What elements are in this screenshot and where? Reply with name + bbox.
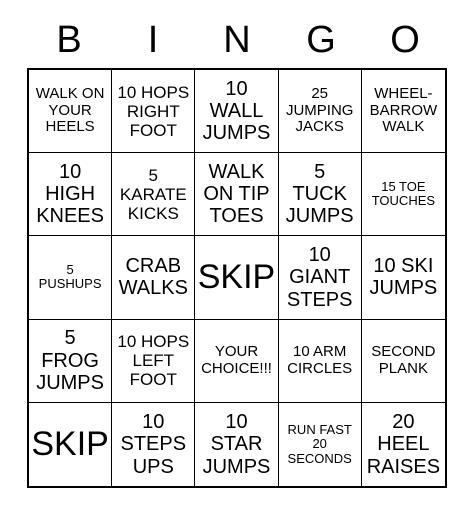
bingo-cell: 10 HIGH KNEES	[29, 153, 112, 236]
bingo-cell: 10 HOPS RIGHT FOOT	[112, 70, 195, 153]
bingo-cell: CRAB WALKS	[112, 236, 195, 319]
bingo-cell: 10 SKI JUMPS	[362, 236, 445, 319]
bingo-cell: 20 HEEL RAISES	[366, 410, 441, 478]
bingo-cell: WHEEL- BARROW WALK	[362, 70, 445, 153]
bingo-cell: 5 KARATE KICKS	[112, 153, 195, 236]
bingo-cell: 10 GIANT STEPS	[279, 236, 362, 319]
bingo-cell: 15 TOE TOUCHES	[362, 153, 445, 236]
bingo-cell: 10 HOPS LEFT FOOT	[112, 320, 195, 403]
header-letter-o: O	[390, 18, 420, 61]
bingo-cell: 10 STEPS UPS	[112, 403, 195, 486]
bingo-cell: 5 FROG JUMPS	[29, 320, 112, 403]
bingo-cell: 10 STAR JUMPS	[195, 403, 278, 486]
bingo-cell: SKIP	[29, 403, 112, 486]
bingo-cell: 5 TUCK JUMPS	[279, 153, 362, 236]
header-letter-n: N	[223, 18, 251, 61]
bingo-cell: WALK ON TIP TOES	[195, 153, 278, 236]
header-letter-i: I	[147, 18, 159, 61]
header-letter-b: B	[56, 18, 82, 61]
bingo-cell: 10 ARM CIRCLES	[279, 320, 362, 403]
bingo-header	[27, 0, 447, 68]
header-letter-g: G	[306, 18, 336, 61]
bingo-cell: WALK ON YOUR HEELS	[29, 70, 112, 153]
bingo-cell: RUN FAST 20 SECONDS	[279, 403, 362, 486]
bingo-board	[27, 68, 447, 488]
bingo-cell: 10 WALL JUMPS	[195, 70, 278, 153]
bingo-cell: 25 JUMPING JACKS	[279, 70, 362, 153]
bingo-cell: SECOND PLANK	[362, 320, 445, 403]
bingo-cell: YOUR CHOICE!!!	[195, 320, 278, 403]
bingo-cell: 5 PUSHUPS	[29, 236, 112, 319]
bingo-cell: SKIP	[195, 236, 278, 319]
